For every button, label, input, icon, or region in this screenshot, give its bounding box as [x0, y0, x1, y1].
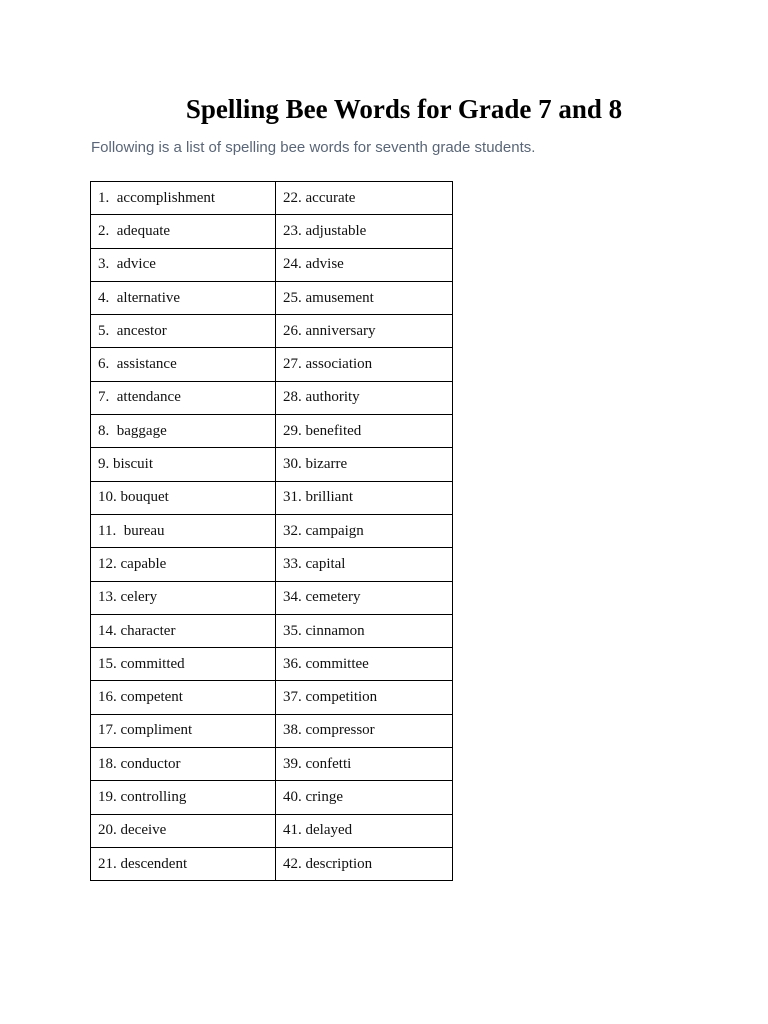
table-row	[91, 781, 453, 814]
word-cell: 10. bouquet	[91, 481, 276, 514]
word-cell: 7. attendance	[91, 381, 276, 414]
table-row	[91, 248, 453, 281]
word-cell: 38. compressor	[276, 714, 453, 747]
table-row	[91, 348, 453, 381]
word-cell: 20. deceive	[91, 814, 276, 847]
table-row	[91, 182, 453, 215]
table-row	[91, 281, 453, 314]
word-cell: 18. conductor	[91, 748, 276, 781]
word-cell: 9. biscuit	[91, 448, 276, 481]
word-cell: 35. cinnamon	[276, 614, 453, 647]
word-cell: 41. delayed	[276, 814, 453, 847]
word-cell: 4. alternative	[91, 281, 276, 314]
word-cell: 21. descendent	[91, 847, 276, 880]
word-cell: 1. accomplishment	[91, 182, 276, 215]
word-cell: 25. amusement	[276, 281, 453, 314]
word-cell: 36. committee	[276, 648, 453, 681]
word-cell: 26. anniversary	[276, 315, 453, 348]
word-cell: 3. advice	[91, 248, 276, 281]
word-cell: 8. baggage	[91, 415, 276, 448]
word-cell: 29. benefited	[276, 415, 453, 448]
word-cell: 12. capable	[91, 548, 276, 581]
page-title: Spelling Bee Words for Grade 7 and 8	[185, 94, 623, 124]
table-row	[91, 514, 453, 547]
word-table-body	[91, 182, 453, 881]
word-cell: 24. advise	[276, 248, 453, 281]
spelling-words-table	[90, 181, 453, 881]
word-cell: 42. description	[276, 847, 453, 880]
table-row	[91, 681, 453, 714]
table-row	[91, 581, 453, 614]
table-row	[91, 714, 453, 747]
table-row	[91, 748, 453, 781]
word-cell: 5. ancestor	[91, 315, 276, 348]
word-cell: 2. adequate	[91, 215, 276, 248]
word-cell: 17. compliment	[91, 714, 276, 747]
table-row	[91, 415, 453, 448]
word-cell: 40. cringe	[276, 781, 453, 814]
table-row	[91, 648, 453, 681]
word-cell: 13. celery	[91, 581, 276, 614]
word-cell: 16. competent	[91, 681, 276, 714]
table-row	[91, 315, 453, 348]
word-cell: 28. authority	[276, 381, 453, 414]
table-row	[91, 814, 453, 847]
word-cell: 27. association	[276, 348, 453, 381]
word-cell: 14. character	[91, 614, 276, 647]
word-cell: 6. assistance	[91, 348, 276, 381]
word-cell: 32. campaign	[276, 514, 453, 547]
table-row	[91, 614, 453, 647]
table-row	[91, 215, 453, 248]
intro-text: Following is a list of spelling bee words for seventh grade students.	[91, 139, 536, 156]
word-cell: 15. committed	[91, 648, 276, 681]
word-cell: 19. controlling	[91, 781, 276, 814]
word-cell: 31. brilliant	[276, 481, 453, 514]
word-cell: 33. capital	[276, 548, 453, 581]
table-row	[91, 481, 453, 514]
table-row	[91, 548, 453, 581]
word-cell: 37. competition	[276, 681, 453, 714]
word-cell: 39. confetti	[276, 748, 453, 781]
word-cell: 23. adjustable	[276, 215, 453, 248]
word-cell: 30. bizarre	[276, 448, 453, 481]
word-cell: 11. bureau	[91, 514, 276, 547]
table-row	[91, 448, 453, 481]
table-row	[91, 847, 453, 880]
table-row	[91, 381, 453, 414]
word-cell: 34. cemetery	[276, 581, 453, 614]
word-cell: 22. accurate	[276, 182, 453, 215]
